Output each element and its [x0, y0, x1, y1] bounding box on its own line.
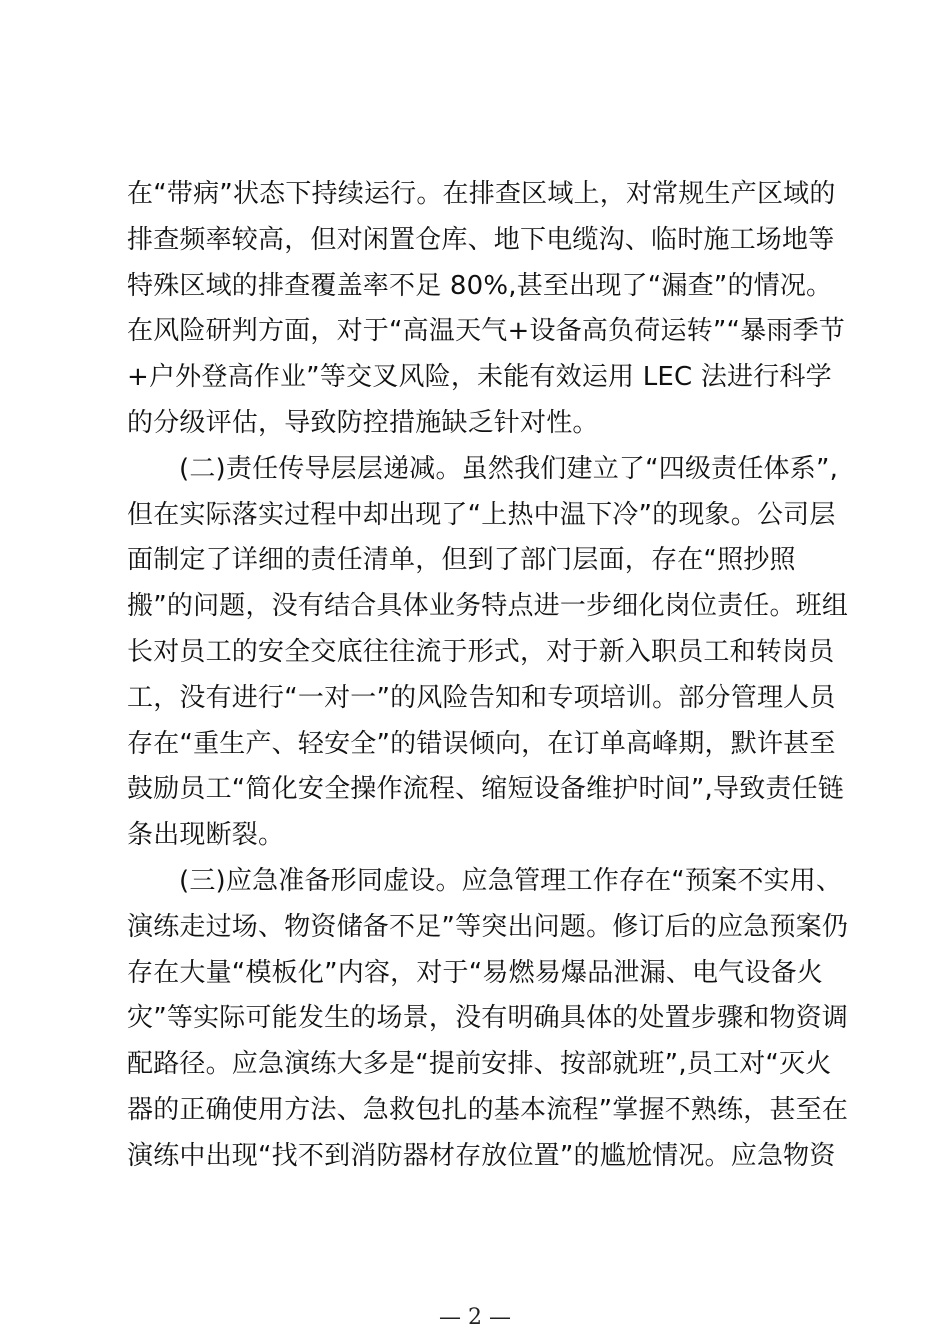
section-heading-line: (二)责任传导层层递减。虽然我们建立了“四级责任体系”, [179, 453, 839, 484]
text-line: 特殊区域的排查覆盖率不足 80%,甚至出现了“漏查”的情况。 [127, 270, 833, 301]
section-heading-line: (三)应急准备形同虚设。应急管理工作存在“预案不实用、 [179, 865, 843, 896]
text-line: 搬”的问题，没有结合具体业务特点进一步细化岗位责任。班组 [127, 591, 849, 622]
text-line: 长对员工的安全交底往往流于形式，对于新入职员工和转岗员 [127, 636, 835, 667]
body-text [127, 172, 849, 1180]
text-line: 灾”等实际可能发生的场景，没有明确具体的处置步骤和物资调 [127, 1003, 849, 1034]
text-line: 在“带病”状态下持续运行。在排查区域上，对常规生产区域的 [127, 179, 836, 209]
text-line: 器的正确使用方法、急救包扎的基本流程”掌握不熟练，甚至在 [127, 1094, 849, 1125]
text-line: 条出现断裂。 [127, 820, 285, 851]
text-line: 鼓励员工“简化安全操作流程、缩短设备维护时间”,导致责任链 [127, 774, 845, 805]
text-line: 但在实际落实过程中却出现了“上热中温下冷”的现象。公司层 [127, 499, 836, 530]
text-line: 演练走过场、物资储备不足”等突出问题。修订后的应急预案仍 [127, 911, 849, 942]
text-line: 配路径。应急演练大多是“提前安排、按部就班”,员工对“灭火 [127, 1049, 832, 1080]
text-line: 的分级评估，导致防控措施缺乏针对性。 [127, 407, 599, 438]
text-line: 存在大量“模板化”内容，对于“易燃易爆品泄漏、电气设备火 [127, 957, 824, 988]
text-line: 演练中出现“找不到消防器材存放位置”的尴尬情况。应急物资 [127, 1140, 836, 1171]
text-line: 排查频率较高，但对闲置仓库、地下电缆沟、临时施工场地等 [127, 224, 835, 255]
text-line: 存在“重生产、轻安全”的错误倾向，在订单高峰期，默许甚至 [127, 728, 836, 759]
text-line: 面制定了详细的责任清单，但到了部门层面，存在“照抄照 [127, 545, 796, 576]
page-number: — 2 — [439, 1305, 511, 1330]
text-line: 工，没有进行“一对一”的风险告知和专项培训。部分管理人员 [127, 682, 836, 713]
text-line: +户外登高作业”等交叉风险，未能有效运用 LEC 法进行科学 [127, 362, 832, 393]
text-line: 在风险研判方面，对于“高温天气+设备高负荷运转”“暴雨季节 [127, 316, 845, 347]
